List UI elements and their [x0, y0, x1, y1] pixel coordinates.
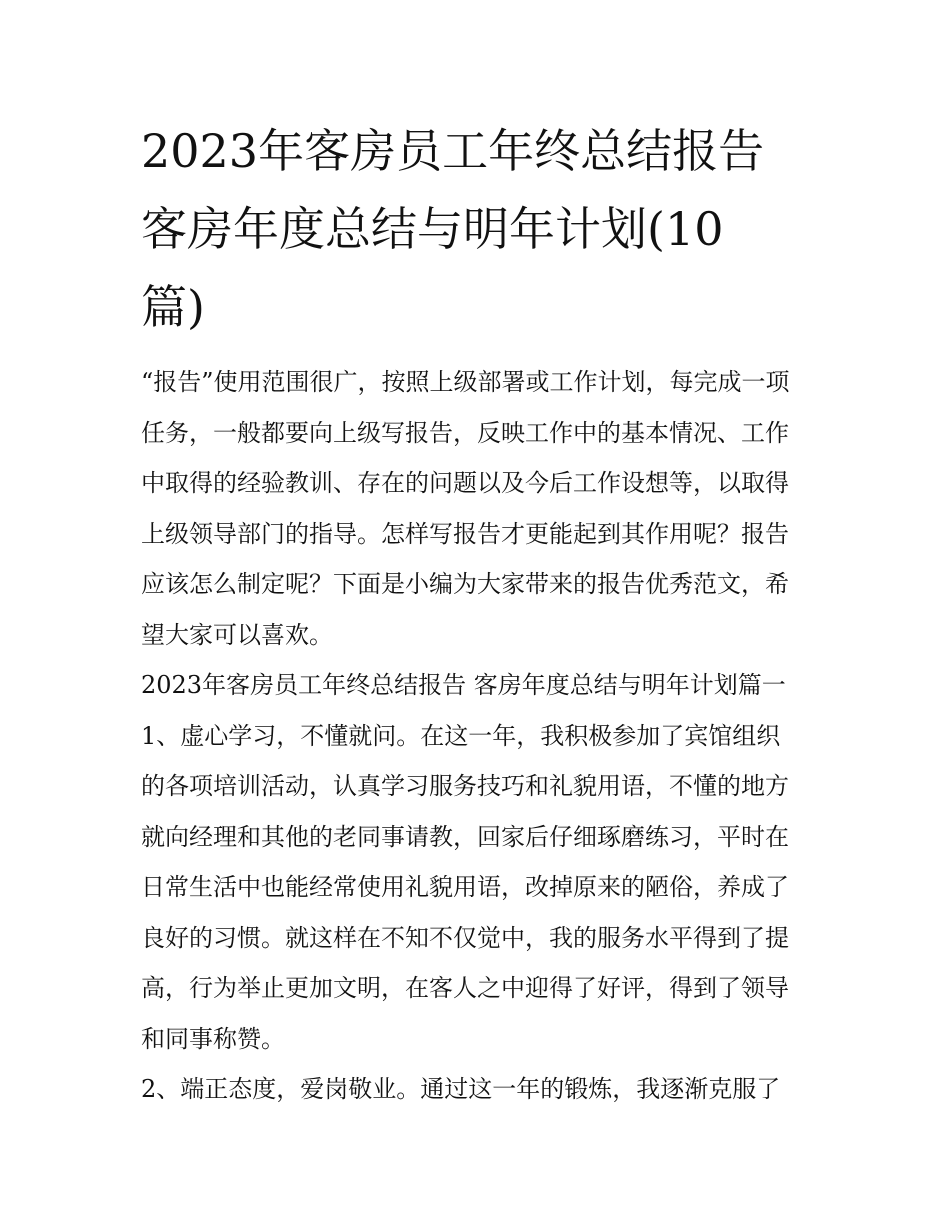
- body-line: 1、虚心学习，不懂就问。在这一年，我积极参加了宾馆组织: [141, 721, 781, 750]
- body-line: 日常生活中也能经常使用礼貌用语，改掉原来的陋俗，养成了: [141, 873, 789, 901]
- body-line: 应该怎么制定呢？下面是小编为大家带来的报告优秀范文，希: [141, 570, 789, 598]
- body-line: 望大家可以喜欢。: [141, 620, 333, 649]
- body-line: 和同事称赞。: [141, 1024, 285, 1053]
- title-line: 篇): [141, 280, 205, 334]
- body-line: 上级领导部门的指导。怎样写报告才更能起到其作用呢？报告: [141, 519, 789, 548]
- body-line: 任务，一般都要向上级写报告，反映工作中的基本情况、工作: [141, 418, 789, 447]
- body-line: 中取得的经验教训、存在的问题以及今后工作设想等，以取得: [141, 469, 789, 497]
- section-heading: 2023年客房员工年终总结报告 客房年度总结与明年计划篇一: [141, 671, 786, 699]
- title-line: 2023年客房员工年终总结报告: [141, 124, 765, 178]
- document-title: [141, 112, 821, 346]
- body-line: 就向经理和其他的老同事请教，回家后仔细琢磨练习，平时在: [141, 822, 789, 851]
- title-line: 客房年度总结与明年计划(10: [141, 202, 724, 256]
- document-body: [141, 357, 821, 1115]
- body-line: 良好的习惯。就这样在不知不仅觉中，我的服务水平得到了提: [141, 923, 789, 952]
- body-line: “报告”使用范围很广，按照上级部署或工作计划，每完成一项: [141, 368, 790, 396]
- body-line: 高，行为举止更加文明，在客人之中迎得了好评，得到了领导: [141, 974, 789, 1002]
- body-line: 2、端正态度，爱岗敬业。通过这一年的锻炼，我逐渐克服了: [141, 1075, 781, 1103]
- body-line: 的各项培训活动，认真学习服务技巧和礼貌用语，不懂的地方: [141, 772, 789, 800]
